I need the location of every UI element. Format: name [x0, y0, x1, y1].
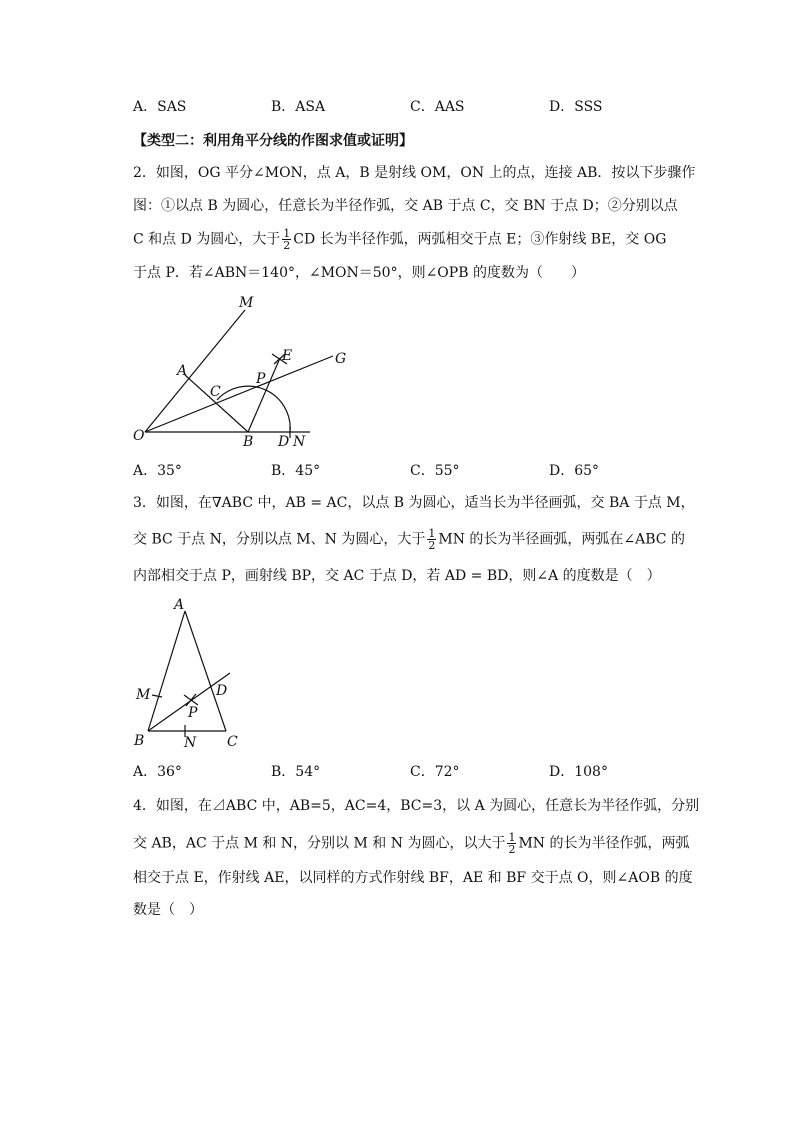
q3-label-m: M	[136, 687, 151, 703]
q4-frac-den: 2	[508, 843, 516, 856]
q3-option-c[interactable]: C．72°	[410, 764, 460, 780]
q2-text-line1: 2．如图，OG 平分∠MON，点 A，B 是射线 OM，ON 上的点，连接 AB．按以下步骤作	[133, 165, 696, 181]
q2-text-line2: 图：①以点 B 为圆心，任意长为半径作弧，交 AB 于点 C，交 BN 于点 D；②分别以点	[133, 198, 678, 214]
q4-text-line3: 相交于点 E，作射线 AE，以同样的方式作射线 BF，AE 和 BF 交于点 O，则∠AOB 的度	[133, 870, 693, 886]
q1-option-c[interactable]: C．AAS	[410, 99, 465, 115]
q3-option-b[interactable]: B．54°	[271, 764, 321, 780]
q4-text-line2b: MN 的长为半径作弧，两弧	[518, 835, 690, 852]
q3-frac-den: 2	[428, 539, 436, 552]
q3-side-ab	[148, 611, 185, 731]
q2-label-m: M	[239, 295, 254, 311]
q1-option-a[interactable]: A．SAS	[133, 99, 187, 115]
q2-label-p: P	[256, 371, 266, 387]
q4-fraction	[507, 832, 516, 855]
q2-text-line4: 于点 P．若∠ABN＝140°，∠MON＝50°，则∠OPB 的度数为（ ）	[133, 265, 585, 281]
q3-text-line2a: 交 BC 于点 N，分别以点 M、N 为圆心，大于	[133, 531, 426, 548]
q4-frac-num: 1	[508, 831, 516, 844]
q3-text-line1: 3．如图，在∇ABC 中，AB = AC，以点 B 为圆心，适当长为半径画弧，交 BA 于点 M，	[133, 495, 695, 511]
q3-text-line3: 内部相交于点 P，画射线 BP，交 AC 于点 D，若 AD = BD，则∠A 的度数是（ ）	[133, 568, 661, 584]
q2-label-o: O	[133, 428, 145, 444]
q2-text-line3a: C 和点 D 为圆心，大于	[133, 231, 281, 248]
q2-figure	[125, 290, 365, 450]
q3-label-c: C	[227, 734, 238, 750]
q4-text-line4: 数是（ ）	[133, 902, 203, 918]
q2-label-a: A	[177, 363, 188, 379]
q2-text-line3b: CD 长为半径作弧，两弧相交于点 E；③作射线 BE，交 OG	[293, 231, 667, 248]
q4-text-line2	[133, 832, 690, 855]
q2-option-d[interactable]: D．65°	[549, 463, 600, 479]
q2-text-line3	[133, 228, 666, 251]
q3-option-d[interactable]: D．108°	[549, 764, 608, 780]
q3-frac-num: 1	[428, 527, 436, 540]
q1-option-b[interactable]: B．ASA	[271, 99, 326, 115]
q3-text-line2b: MN 的长为半径画弧，两弧在∠ABC 的	[438, 531, 685, 548]
q2-frac-num: 1	[283, 227, 291, 240]
q3-arc-mark-m	[152, 695, 162, 697]
q3-label-n: N	[184, 735, 197, 751]
q3-option-a[interactable]: A．36°	[133, 764, 182, 780]
q4-text-line1: 4．如图，在⊿ABC 中，AB=5，AC=4，BC=3，以 A 为圆心，任意长为半径作弧，分别	[133, 798, 700, 814]
q2-ray-og	[145, 356, 333, 432]
q1-option-d[interactable]: D．SSS	[549, 99, 603, 115]
q2-label-b: B	[243, 434, 254, 450]
q3-label-p: P	[188, 705, 198, 721]
q2-label-c: C	[210, 384, 221, 400]
q2-label-d: D	[278, 434, 290, 450]
q3-label-a: A	[174, 597, 185, 613]
q3-fraction	[427, 528, 436, 551]
q3-figure	[130, 595, 260, 755]
q2-arc-cd	[217, 386, 290, 432]
q2-label-g: G	[335, 351, 347, 367]
q2-option-a[interactable]: A．35°	[133, 463, 182, 479]
section-title: 【类型二：利用角平分线的作图求值或证明】	[133, 133, 413, 149]
q3-text-line2	[133, 528, 685, 551]
q2-ray-om	[145, 310, 245, 432]
q2-label-n: N	[293, 434, 306, 450]
q2-label-e: E	[282, 348, 293, 364]
q2-option-b[interactable]: B．45°	[271, 463, 321, 479]
q2-fraction	[282, 228, 291, 251]
q3-label-b: B	[134, 733, 145, 749]
q4-text-line2a: 交 AB，AC 于点 M 和 N，分别以 M 和 N 为圆心，以大于	[133, 835, 506, 852]
q2-option-c[interactable]: C．55°	[410, 463, 460, 479]
q2-frac-den: 2	[283, 239, 291, 252]
q3-label-d: D	[216, 683, 228, 699]
q2-ray-be	[248, 358, 280, 432]
